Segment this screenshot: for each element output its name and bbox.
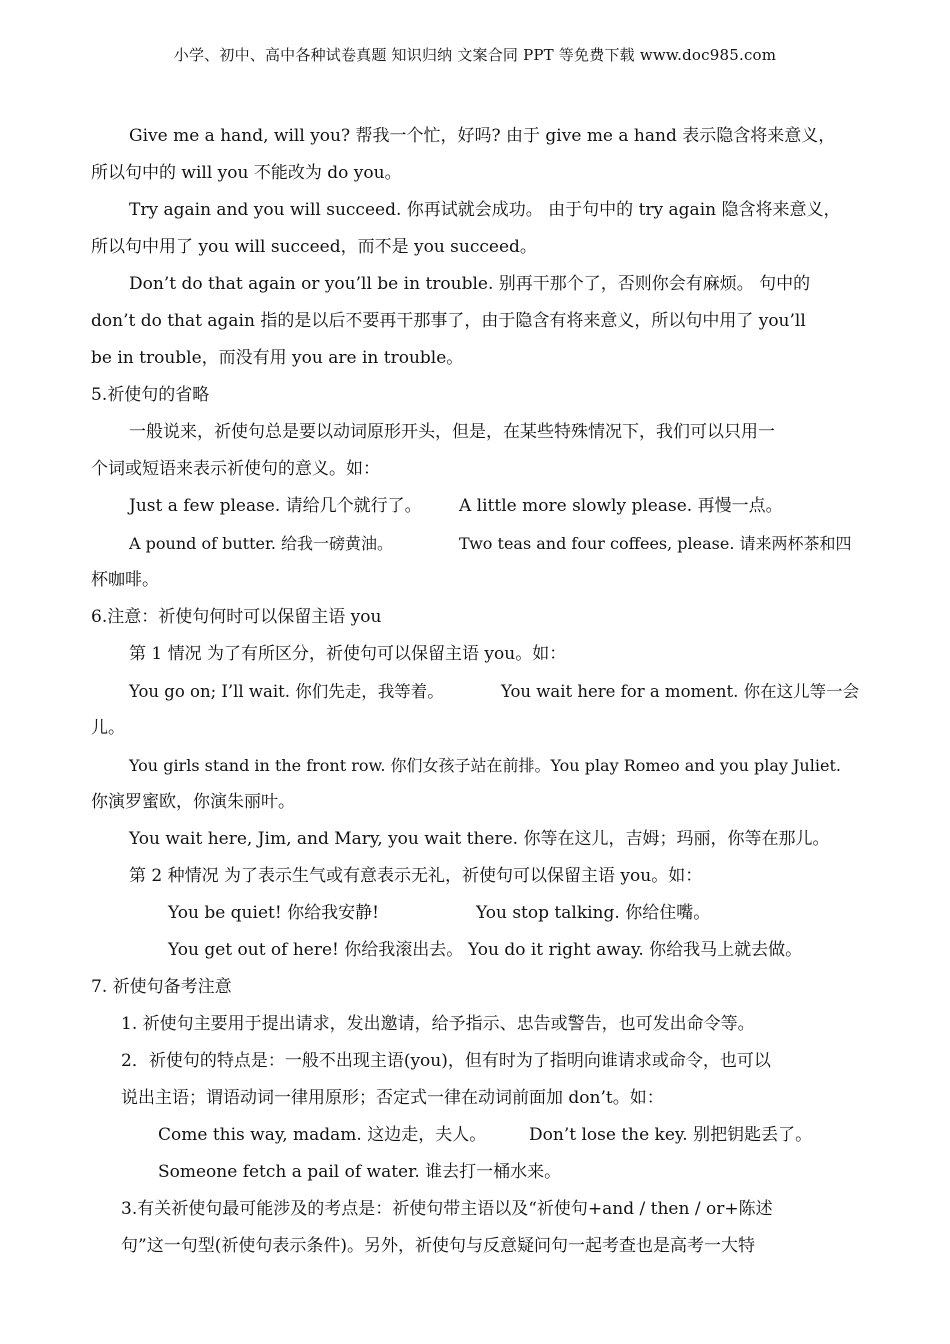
paragraph-line: 第 1 情况 为了有所区分，祈使句可以保留主语 you。如：	[129, 644, 567, 664]
example-sentence: A little more slowly please. 再慢一点。	[459, 496, 783, 516]
paragraph-line: Try again and you will succeed. 你再试就会成功。 由于句中的 try again 隐含将来意义，	[129, 200, 841, 220]
document-body	[91, 118, 861, 1265]
example-sentence: You go on; I’ll wait. 你们先走，我等着。	[129, 682, 444, 701]
paragraph-line: 2．祈使句的特点是：一般不出现主语(you)，但有时为了指明向谁请求或命令，也可以	[121, 1051, 771, 1071]
example-sentence: Don’t lose the key. 别把钥匙丢了。	[529, 1125, 813, 1145]
paragraph-line: 所以句中的 will you 不能改为 do you。	[91, 163, 402, 183]
example-sentence: A pound of butter. 给我一磅黄油。	[129, 534, 394, 553]
paragraph-line: be in trouble，而没有用 you are in trouble。	[91, 348, 464, 368]
example-sentence: You stop talking. 你给住嘴。	[476, 903, 711, 923]
example-line: Someone fetch a pail of water. 谁去打一桶水来。	[158, 1162, 562, 1182]
paragraph-line: You girls stand in the front row. 你们女孩子站在前排。You play Romeo and you play Juliet.	[129, 756, 841, 775]
paragraph-line: 3.有关祈使句最可能涉及的考点是：祈使句带主语以及“祈使句+and / then / or+陈述	[121, 1199, 773, 1219]
example-line	[91, 525, 861, 562]
paragraph-line: 个词或短语来表示祈使句的意义。如：	[91, 459, 380, 479]
page-header: 小学、初中、高中各种试卷真题 知识归纳 文案合同 PPT 等免费下载 www.doc985.com	[173, 46, 777, 64]
example-sentence: Just a few please. 请给几个就行了。	[129, 496, 422, 516]
paragraph-line: don’t do that again 指的是以后不要再干那事了，由于隐含有将来意义，所以句中用了 you’ll	[91, 311, 806, 331]
example-sentence: Two teas and four coffees, please. 请来两杯茶和四	[459, 534, 852, 553]
example-line	[91, 895, 861, 932]
example-sentence: Come this way, madam. 这边走，夫人。	[158, 1125, 487, 1145]
example-line	[91, 932, 861, 969]
paragraph-line: 儿。	[91, 718, 125, 738]
example-line	[91, 1117, 861, 1154]
example-sentence: You be quiet! 你给我安静!	[168, 903, 379, 923]
paragraph-line: 你演罗蜜欧，你演朱丽叶。	[91, 792, 295, 812]
section-heading-7: 7. 祈使句备考注意	[91, 977, 232, 997]
paragraph-line: Don’t do that again or you’ll be in trouble. 别再干那个了，否则你会有麻烦。 句中的	[129, 274, 811, 294]
paragraph-line: You wait here, Jim, and Mary, you wait there. 你等在这儿，吉姆；玛丽，你等在那儿。	[129, 829, 830, 849]
example-sentence: You do it right away. 你给我马上就去做。	[468, 940, 803, 960]
paragraph-line: 说出主语；谓语动词一律用原形；否定式一律在动词前面加 don’t。如：	[121, 1088, 664, 1108]
paragraph-line: 一般说来，祈使句总是要以动词原形开头，但是，在某些特殊情况下，我们可以只用一	[129, 422, 775, 442]
example-sentence: You get out of here! 你给我滚出去。	[168, 940, 464, 960]
example-line	[91, 673, 861, 710]
example-line	[91, 488, 861, 525]
paragraph-line: 第 2 种情况 为了表示生气或有意表示无礼，祈使句可以保留主语 you。如：	[129, 866, 703, 886]
example-sentence: You wait here for a moment. 你在这儿等一会	[501, 682, 860, 701]
paragraph-line: 句”这一句型(祈使句表示条件)。另外，祈使句与反意疑问句一起考查也是高考一大特	[121, 1236, 755, 1256]
paragraph-line: 杯咖啡。	[91, 570, 159, 590]
section-heading-6: 6.注意：祈使句何时可以保留主语 you	[91, 607, 382, 627]
paragraph-line: 所以句中用了 you will succeed，而不是 you succeed。	[91, 237, 537, 257]
paragraph-line: 1. 祈使句主要用于提出请求，发出邀请，给予指示、忠告或警告，也可发出命令等。	[121, 1014, 755, 1034]
paragraph-line: Give me a hand, will you? 帮我一个忙，好吗? 由于 give me a hand 表示隐含将来意义，	[129, 126, 836, 146]
section-heading-5: 5.祈使句的省略	[91, 385, 210, 405]
